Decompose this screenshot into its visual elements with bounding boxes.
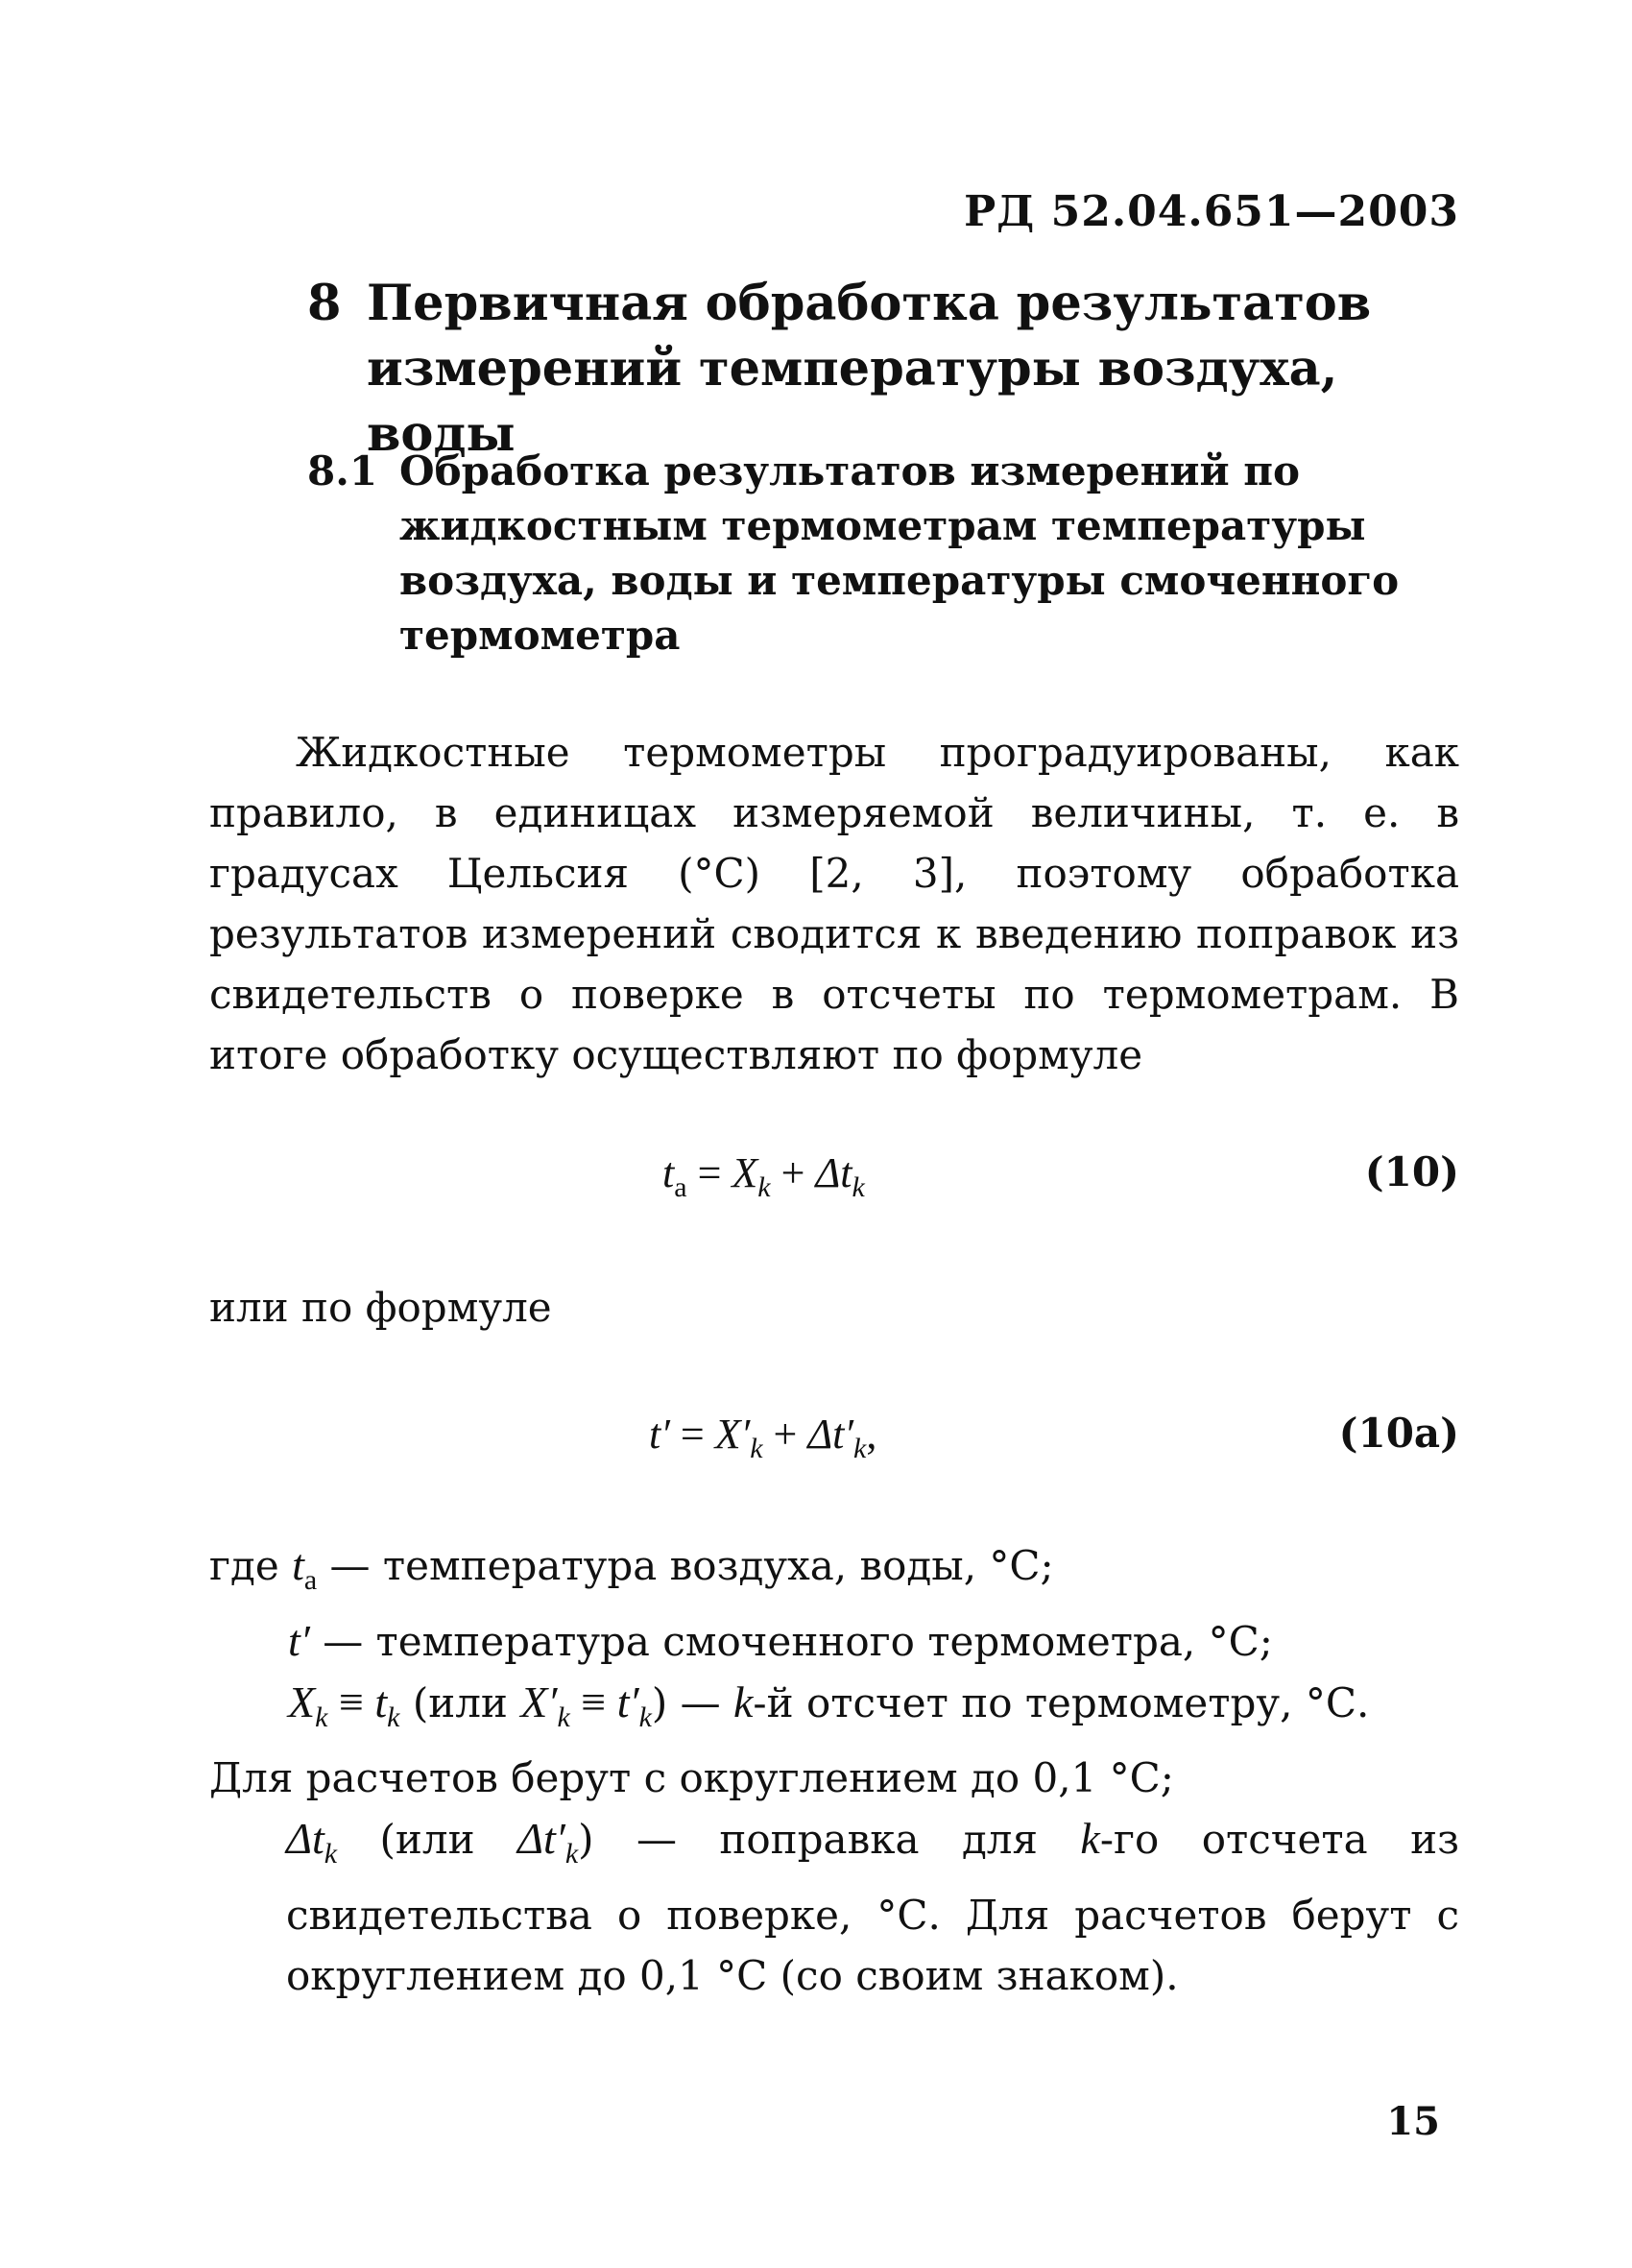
or-by-formula-text: или по формуле	[209, 1284, 552, 1331]
page-number: 15	[1386, 2099, 1440, 2144]
section-title: Первичная обработка результатов измерений температуры воздуха, воды	[367, 275, 1372, 463]
equation-number-10: (10)	[1364, 1148, 1459, 1195]
definition-xk: $X_k \equiv t_k$ (или $X'_k \equiv t'_k$) — k-й отсчет по термометру, °С.	[288, 1677, 1370, 1734]
definitions-list	[209, 1534, 1459, 2006]
definition-delta-tk: $\Delta t_k$ (или $\Delta t'_k$) — поправка для k-го отсчета из свидетельства о поверке, °С. Для расчетов берут с округлением до 0,1 °С (со своим знаком).	[286, 1814, 1459, 1999]
section-heading	[307, 271, 1488, 467]
subsection-number: 8.1	[307, 447, 378, 495]
formula-10a: $t' = X'_k + \Delta t'_k$,	[649, 1411, 877, 1464]
definition-t-prime: t′ — температура смоченного термометра, °С;	[288, 1616, 1273, 1666]
section-number: 8	[307, 275, 342, 332]
subsection-heading	[307, 444, 1440, 663]
subsection-title: Обработка результатов измерений по жидкостным термометрам температуры воздуха, воды и температуры смоченного термометра	[399, 447, 1400, 659]
definition-xk-continuation: Для расчетов берут с округлением до 0,1 °С;	[209, 1754, 1174, 1802]
definition-ta: где $t_а$ — температура воздуха, воды, °С;	[209, 1540, 1054, 1597]
formula-10: $t_а = X_k + \Delta t_k$	[662, 1149, 865, 1203]
body-paragraph: Жидкостные термометры проградуированы, как правило, в единицах измеряемой величины, т. е. в градусах Цельсия (°С) [2, 3], поэтому обработка результатов измерений сводится к введению поправок из свидетельств о поверке в отсчеты по термометрам. В итоге обработку осуществляют по формуле	[209, 729, 1459, 1078]
equation-number-10a: (10а)	[1338, 1410, 1459, 1457]
document-code-header: РД 52.04.651—2003	[964, 187, 1459, 236]
